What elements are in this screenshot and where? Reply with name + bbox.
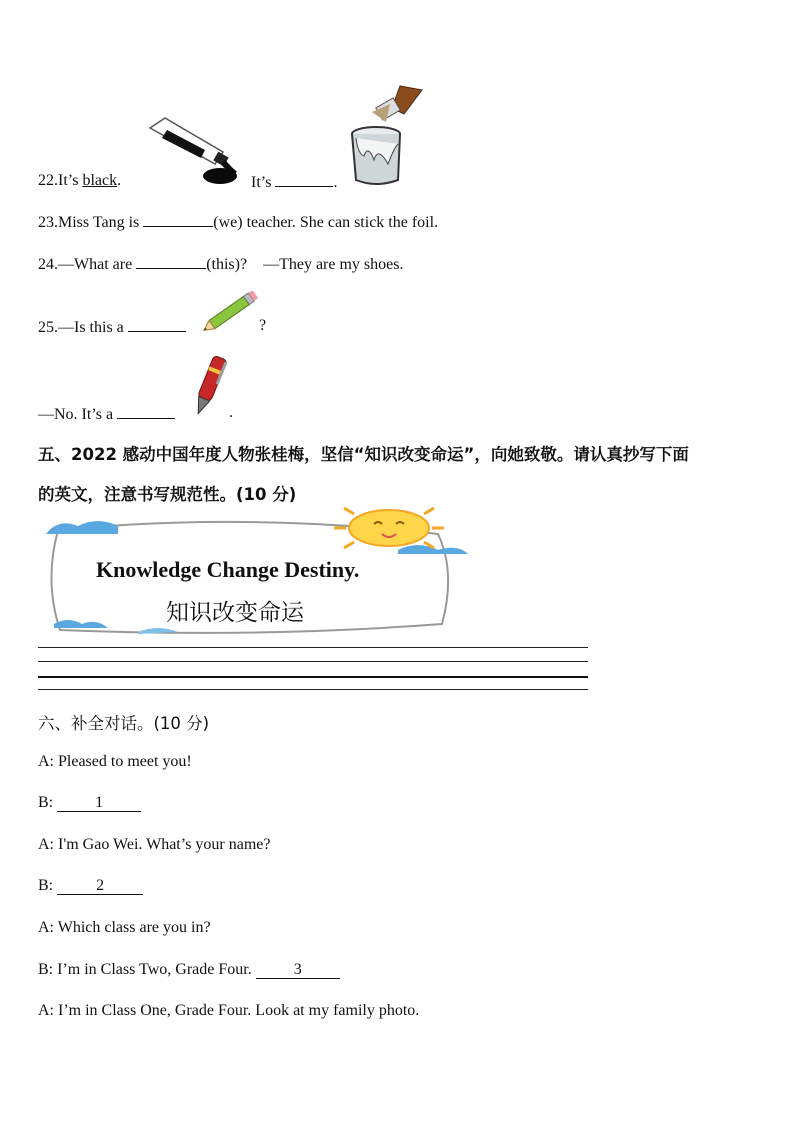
paint-bucket-icon — [348, 84, 428, 188]
question-number: 23. — [38, 214, 58, 231]
dialogue-blank-3[interactable]: 3 — [256, 962, 340, 979]
banner-chinese-text: 知识改变命运 — [166, 600, 304, 626]
sun-icon — [334, 506, 444, 550]
question-23: 23.Miss Tang is (we) teacher. She can stick the foil. — [38, 214, 439, 231]
question-22-answer: It’s . — [251, 174, 338, 191]
writing-line — [38, 661, 588, 662]
paint-tube-icon — [145, 116, 245, 188]
dialogue-line-1: A: Pleased to meet you! — [38, 753, 192, 770]
section-6-heading: 六、补全对话。(10 分) — [38, 714, 210, 733]
banner-english-text: Knowledge Change Destiny. — [96, 557, 360, 582]
question-25: 25.—Is this a — [38, 317, 186, 337]
dialogue-blank-1[interactable]: 1 — [57, 795, 141, 812]
writing-line — [38, 689, 588, 690]
answer-blank[interactable] — [128, 317, 186, 332]
section-5-heading: 五、2022 感动中国年度人物张桂梅，坚信“知识改变命运”，向她致敬。请认真抄写下面 — [38, 445, 689, 464]
writing-line — [38, 676, 588, 678]
question-22: 22.It’s black. — [38, 172, 122, 189]
answer-blank[interactable] — [275, 172, 333, 187]
pen-icon — [188, 354, 232, 420]
question-number: 25. — [38, 319, 58, 336]
period: . — [229, 404, 233, 421]
dialogue-line-4: B: 2 — [38, 877, 143, 895]
question-number: 22. — [38, 172, 58, 189]
question-mark: ? — [259, 317, 267, 334]
answer-blank[interactable] — [143, 212, 213, 227]
pencil-icon — [198, 290, 262, 334]
question-24: 24.—What are (this)? —They are my shoes. — [38, 256, 404, 273]
writing-line — [38, 647, 588, 648]
dialogue-line-2: B: 1 — [38, 794, 141, 812]
dialogue-blank-2[interactable]: 2 — [57, 878, 143, 895]
question-25-answer: —No. It’s a — [38, 404, 175, 424]
dialogue-line-3: A: I'm Gao Wei. What’s your name? — [38, 836, 271, 853]
question-number: 24. — [38, 256, 58, 273]
dialogue-line-6: B: I’m in Class Two, Grade Four. 3 — [38, 961, 340, 979]
dialogue-line-7: A: I’m in Class One, Grade Four. Look at my family photo. — [38, 1002, 420, 1019]
underlined-word: black — [82, 172, 118, 189]
answer-blank[interactable] — [117, 404, 175, 419]
answer-blank[interactable] — [136, 254, 206, 269]
section-5-heading-cont: 的英文，注意书写规范性。(10 分) — [38, 485, 297, 504]
dialogue-line-5: A: Which class are you in? — [38, 919, 211, 936]
